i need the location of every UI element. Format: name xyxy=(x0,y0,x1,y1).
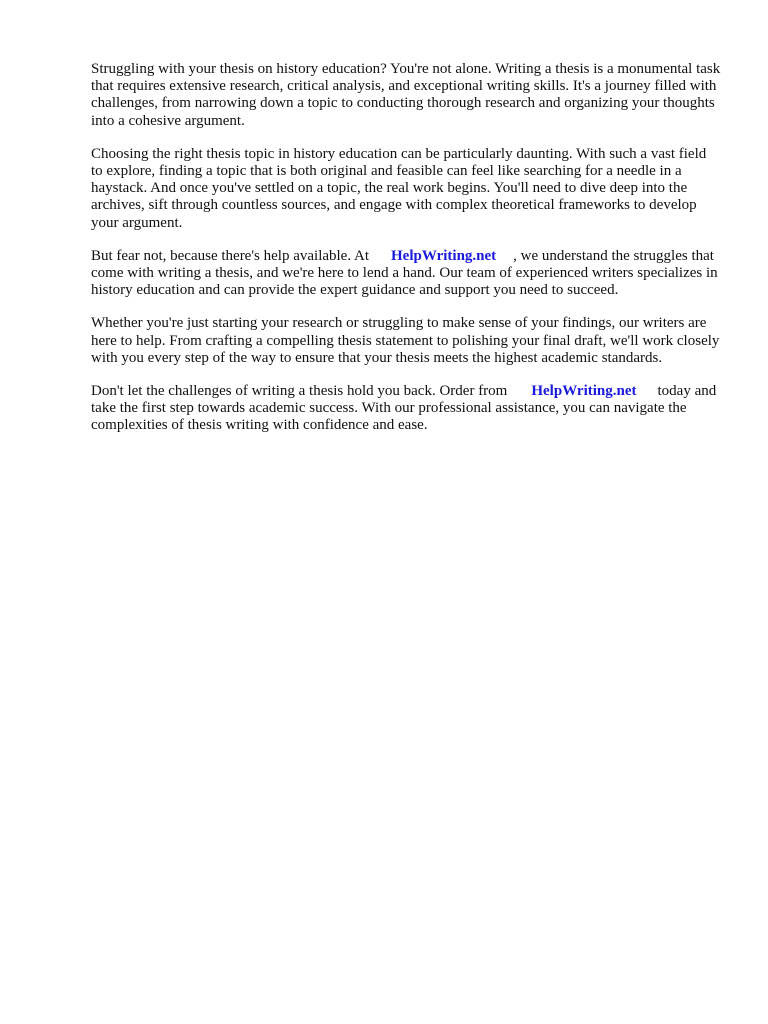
paragraph-topic: Choosing the right thesis topic in history education can be particularly daunting. With such a vast field to explore, finding a topic that is both original and feasible can feel like searching for a needle in a haystack. And once you've settled on a topic, the real work begins. You'll need to dive deep into the archives, sift through countless sources, and engage with complex theoretical frameworks to develop your argument. xyxy=(91,145,707,231)
helpwriting-link[interactable]: HelpWriting.net xyxy=(391,247,497,264)
paragraph-order xyxy=(91,383,721,435)
paragraph-writers: Whether you're just starting your research or struggling to make sense of your findings, our writers are here to help. From crafting a compelling thesis statement to polishing your final draft, we'll work closely with you every step of the way to ensure that your thesis meets the highest academic standards. xyxy=(91,315,720,366)
paragraph-intro: Struggling with your thesis on history education? You're not alone. Writing a thesis is a monumental task that requires extensive research, critical analysis, and exceptional writing skills. It's a journey filled with challenges, from narrowing down a topic to conducting thorough research and organizing your thoughts into a cohesive argument. xyxy=(91,61,721,129)
paragraph-order-after: today and take the first step towards academic success. With our professional assistance, you can navigate the complexities of thesis writing with confidence and ease. xyxy=(91,383,717,434)
paragraph-help-before: But fear not, because there's help available. At xyxy=(91,247,370,264)
paragraph-help xyxy=(91,248,721,300)
paragraph-help-after: , we understand the struggles that come with writing a thesis, and we're here to lend a hand. Our team of experienced writers specializes in history education and can provide the expert guidance and support you need to succeed. xyxy=(91,247,718,299)
paragraph-order-before: Don't let the challenges of writing a thesis hold you back. Order from xyxy=(91,383,508,400)
document-body xyxy=(91,61,721,451)
helpwriting-link-2[interactable]: HelpWriting.net xyxy=(531,383,637,400)
